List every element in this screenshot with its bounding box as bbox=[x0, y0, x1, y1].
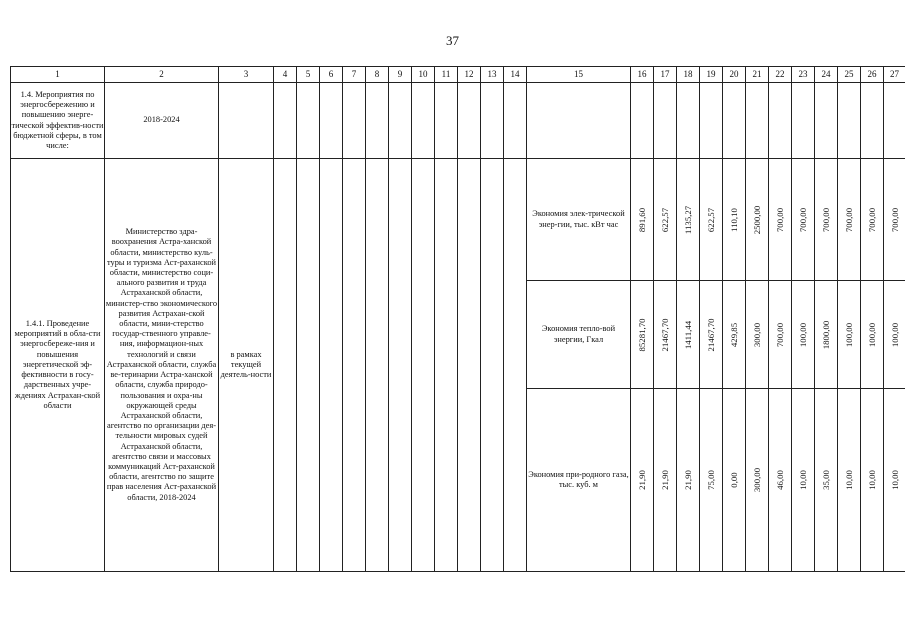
measure-executors: Министерство здра-воохранения Астра-ханской области, министерство куль-туры и туризма Аст-раханской области, министерство соци-ального развития и труда Астраханской области, министер-ство экономического развития Астрахан-ской области, мини-стерство государ-ственного управле-ния, информацион-ных технологий и связи Астраханской области, служба ве-теринарии Астра-ханской области, служба природо-пользования и охра-ны окружающей среды Астраханской области, агентство по организации дея-тельности мировых судей Астраханской области, агентство связи и массовых коммуникаций Аст-раханской области, агентство по защите прав населения Аст-раханской области, 2018-2024 bbox=[105, 159, 219, 572]
value-cell: 10,00 bbox=[889, 470, 900, 490]
value-cell: 21467,70 bbox=[659, 318, 670, 351]
value-cell: 1800,00 bbox=[820, 320, 831, 349]
section-period: 2018-2024 bbox=[105, 83, 219, 159]
value-cell: 21,90 bbox=[682, 470, 693, 490]
value-cell: 10,00 bbox=[797, 470, 808, 490]
header-cell: 15 bbox=[527, 67, 631, 83]
value-cell: 300,00 bbox=[751, 467, 762, 493]
header-cell: 3 bbox=[219, 67, 274, 83]
header-row bbox=[11, 67, 905, 83]
value-cell: 100,00 bbox=[843, 322, 854, 347]
header-cell: 20 bbox=[723, 67, 746, 83]
value-cell: 110,10 bbox=[728, 207, 739, 232]
program-table bbox=[10, 66, 905, 572]
header-cell: 19 bbox=[700, 67, 723, 83]
header-cell: 16 bbox=[631, 67, 654, 83]
value-cell: 2500,00 bbox=[751, 205, 762, 234]
header-cell: 27 bbox=[884, 67, 905, 83]
header-cell: 25 bbox=[838, 67, 861, 83]
header-cell: 17 bbox=[654, 67, 677, 83]
header-cell: 23 bbox=[792, 67, 815, 83]
indicator-name: Экономия тепло-вой энергии, Гкал bbox=[527, 281, 631, 389]
value-cell: 46,00 bbox=[774, 470, 785, 490]
value-cell: 700,00 bbox=[843, 207, 854, 232]
value-cell: 300,00 bbox=[751, 322, 762, 347]
value-cell: 700,00 bbox=[797, 207, 808, 232]
header-cell: 12 bbox=[458, 67, 481, 83]
header-cell: 7 bbox=[343, 67, 366, 83]
value-cell: 891,60 bbox=[636, 207, 647, 232]
value-cell: 35,00 bbox=[820, 470, 831, 490]
value-cell: 21,90 bbox=[636, 470, 647, 490]
header-cell: 13 bbox=[481, 67, 504, 83]
indicator-name: Экономия при-родного газа, тыс. куб. м bbox=[527, 389, 631, 572]
header-cell: 4 bbox=[274, 67, 297, 83]
value-cell: 21,90 bbox=[659, 470, 670, 490]
value-cell: 700,00 bbox=[866, 207, 877, 232]
value-cell: 21467,70 bbox=[705, 318, 716, 351]
header-cell: 18 bbox=[677, 67, 700, 83]
header-cell: 9 bbox=[389, 67, 412, 83]
header-cell: 6 bbox=[320, 67, 343, 83]
header-cell: 24 bbox=[815, 67, 838, 83]
header-cell: 5 bbox=[297, 67, 320, 83]
indicator-name: Экономия элек-трической энер-гии, тыс. кВт час bbox=[527, 159, 631, 281]
measure-funding: в рамках текущей деятель-ности bbox=[219, 159, 274, 572]
value-cell: 1411,44 bbox=[682, 320, 693, 349]
value-cell: 75,00 bbox=[705, 470, 716, 490]
value-cell: 100,00 bbox=[866, 322, 877, 347]
header-cell: 2 bbox=[105, 67, 219, 83]
value-cell: 429,85 bbox=[728, 322, 739, 347]
header-cell: 14 bbox=[504, 67, 527, 83]
value-cell: 700,00 bbox=[820, 207, 831, 232]
header-cell: 21 bbox=[746, 67, 769, 83]
header-cell: 1 bbox=[11, 67, 105, 83]
value-cell: 700,00 bbox=[774, 207, 785, 232]
header-cell: 8 bbox=[366, 67, 389, 83]
value-cell: 622,57 bbox=[705, 207, 716, 232]
section-title: 1.4. Мероприятия по энергосбережению и повышению энерге-тической эффектив-ности бюджетной сферы, в том числе: bbox=[11, 83, 105, 159]
header-cell: 26 bbox=[861, 67, 884, 83]
measure-title: 1.4.1. Проведение мероприятий в обла-сти энергосбереже-ния и повышения энергетической эф-фективности в госу-дарственных учре-ждениях Астрахан-ской области bbox=[11, 159, 105, 572]
value-cell: 700,00 bbox=[889, 207, 900, 232]
value-cell: 85281,70 bbox=[636, 318, 647, 351]
value-cell: 1135,27 bbox=[682, 205, 693, 234]
value-cell: 700,00 bbox=[774, 322, 785, 347]
table-row bbox=[11, 159, 905, 281]
value-cell: 10,00 bbox=[843, 470, 854, 490]
page-number: 37 bbox=[446, 33, 459, 48]
value-cell: 0,00 bbox=[728, 472, 739, 488]
header-cell: 11 bbox=[435, 67, 458, 83]
header-cell: 22 bbox=[769, 67, 792, 83]
value-cell: 622,57 bbox=[659, 207, 670, 232]
value-cell: 100,00 bbox=[797, 322, 808, 347]
table-row bbox=[11, 83, 905, 159]
value-cell: 100,00 bbox=[889, 322, 900, 347]
header-cell: 10 bbox=[412, 67, 435, 83]
value-cell: 10,00 bbox=[866, 470, 877, 490]
